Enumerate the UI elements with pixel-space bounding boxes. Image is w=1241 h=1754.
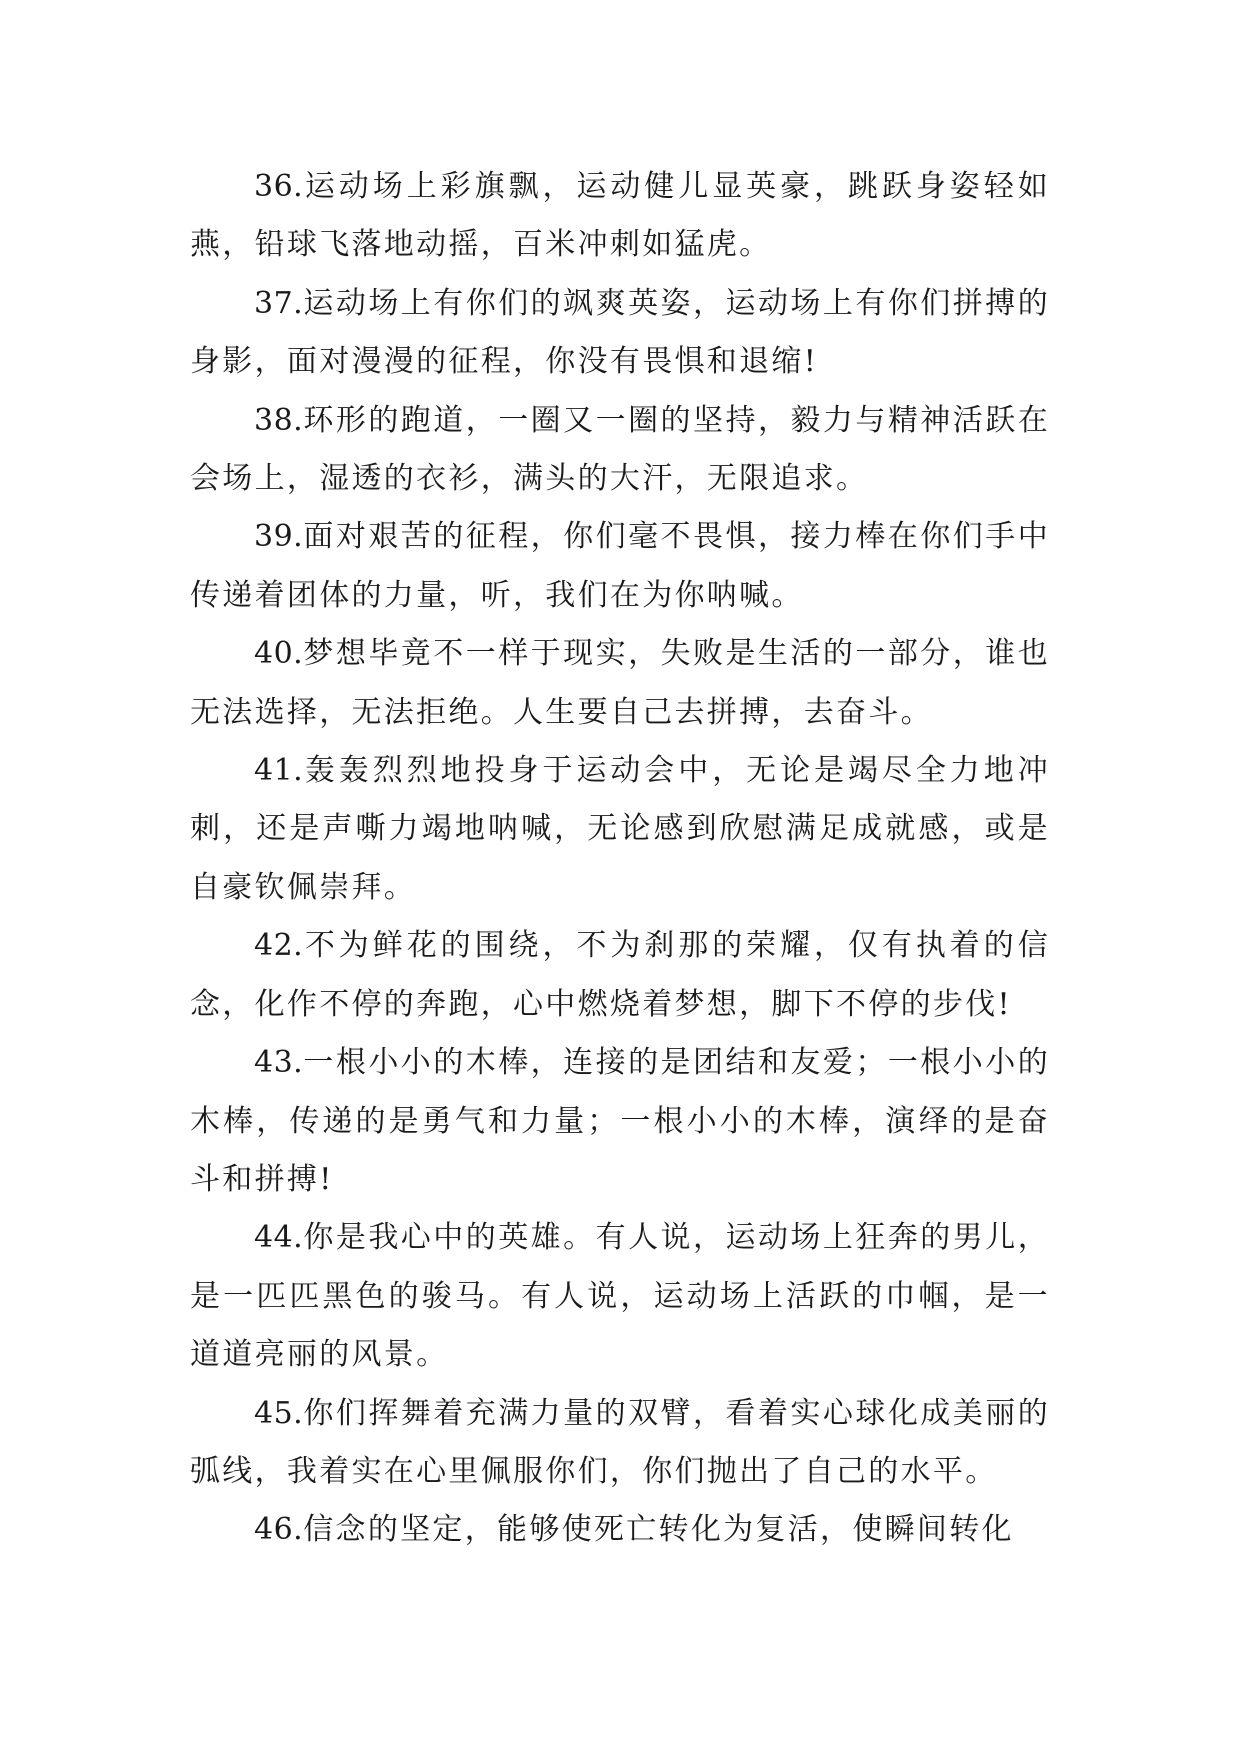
item-number: 39. (254, 519, 304, 555)
item-number: 37. (254, 285, 304, 321)
paragraph-44 (190, 1209, 1050, 1384)
paragraph-text: 不为鲜花的围绕，不为刹那的荣耀，仅有执着的信念，化作不停的奔跑，心中燃烧着梦想，脚下不停的步伐! (190, 928, 1050, 1022)
item-number: 42. (254, 928, 304, 964)
paragraph-39 (190, 508, 1050, 625)
item-number: 45. (254, 1395, 304, 1431)
paragraph-text: 梦想毕竟不一样于现实，失败是生活的一部分，谁也无法选择，无法拒绝。人生要自己去拼搏，去奋斗。 (190, 636, 1050, 730)
paragraph-43 (190, 1034, 1050, 1209)
paragraph-text: 面对艰苦的征程，你们毫不畏惧，接力棒在你们手中传递着团体的力量，听，我们在为你呐喊。 (190, 519, 1050, 613)
item-number: 40. (254, 636, 304, 672)
item-number: 43. (254, 1045, 304, 1081)
paragraph-38 (190, 392, 1050, 509)
paragraph-text: 环形的跑道，一圈又一圈的坚持，毅力与精神活跃在会场上，湿透的衣衫，满头的大汗，无限追求。 (190, 402, 1050, 497)
paragraph-text: 你们挥舞着充满力量的双臂，看着实心球化成美丽的弧线，我着实在心里佩服你们，你们抛出了自己的水平。 (190, 1395, 1050, 1489)
paragraph-42 (190, 917, 1050, 1034)
paragraph-46 (190, 1501, 1050, 1559)
item-number: 38. (254, 402, 304, 438)
paragraph-40 (190, 625, 1050, 742)
paragraph-text: 信念的坚定，能够使死亡转化为复活，使瞬间转化 (303, 1512, 1014, 1548)
item-number: 44. (254, 1220, 304, 1256)
paragraph-text: 轰轰烈烈地投身于运动会中，无论是竭尽全力地冲刺，还是声嘶力竭地呐喊，无论感到欣慰满足成就感，或是自豪钦佩崇拜。 (190, 753, 1050, 905)
paragraph-text: 一根小小的木棒，连接的是团结和友爱；一根小小的木棒，传递的是勇气和力量；一根小小的木棒，演绎的是奋斗和拼搏! (190, 1045, 1050, 1197)
paragraph-36 (190, 158, 1050, 275)
document-page (190, 158, 1050, 1560)
paragraph-37 (190, 275, 1050, 392)
item-number: 41. (254, 753, 304, 789)
paragraph-text: 运动场上彩旗飘，运动健儿显英豪，跳跃身姿轻如燕，铅球飞落地动摇，百米冲刺如猛虎。 (190, 169, 1050, 263)
item-number: 46. (254, 1512, 304, 1548)
paragraph-text: 运动场上有你们的飒爽英姿，运动场上有你们拼搏的身影，面对漫漫的征程，你没有畏惧和退缩! (190, 285, 1050, 380)
paragraph-45 (190, 1385, 1050, 1502)
paragraph-text: 你是我心中的英雄。有人说，运动场上狂奔的男儿，是一匹匹黑色的骏马。有人说，运动场上活跃的巾帼，是一道道亮丽的风景。 (190, 1220, 1050, 1373)
paragraph-41 (190, 742, 1050, 917)
item-number: 36. (254, 169, 304, 204)
